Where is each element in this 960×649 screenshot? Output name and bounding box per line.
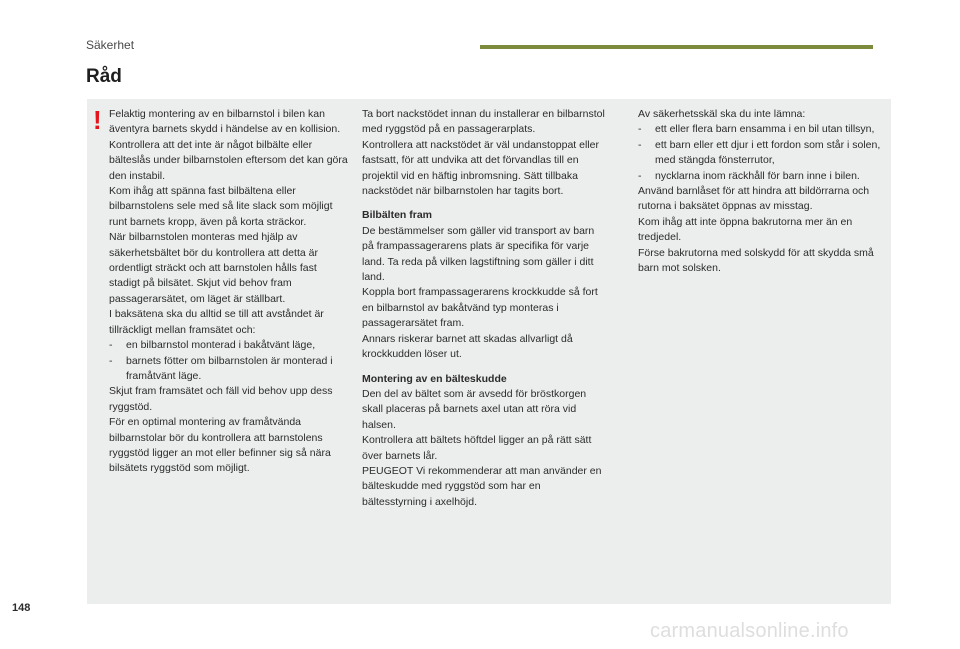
paragraph: Kontrollera att det inte är något bilbälte eller bälteslås under bilbarnstolen eftersom det kan göra den instabil. [109,138,348,182]
list-item [638,122,886,137]
page-title: Råd [86,66,122,87]
section-label: Säkerhet [86,38,135,52]
paragraph: Använd barnlåset för att hindra att bildörrarna och rutorna i baksätet öppnas av misstag. [638,185,870,213]
column-2 [362,107,607,510]
list-dash: - [109,354,113,367]
paragraph: Kom ihåg att inte öppna bakrutorna mer än en tredjedel. [638,215,853,244]
warning-icon: ! [93,105,102,135]
paragraph: Koppla bort frampassagerarens krockkudde så fort en bilbarnstol av bakåtvänd typ monteras i passagerarsätet fram. [362,286,598,330]
paragraph: Den del av bältet som är avsedd för bröstkorgen skall placeras på barnets axel utan att röra vid halsen. [362,387,587,431]
paragraph: Annars riskerar barnet att skadas allvarligt då krockkudden löser ut. [362,332,573,361]
list-item-text: ett eller flera barn ensamma i en bil utan tillsyn, [655,123,875,136]
paragraph: Ta bort nackstödet innan du installerar en bilbarnstol med ryggstöd på en passagerarplats. [362,108,605,136]
paragraph: I baksätena ska du alltid se till att avståndet är tillräckligt mellan framsätet och: [109,308,324,336]
paragraph: Felaktig montering av en bilbarnstol i bilen kan äventyra barnets skydd i händelse av en kollision. [109,108,341,136]
list-item-text: nycklarna inom räckhåll för barn inne i bilen. [655,169,860,182]
column-1 [109,107,349,477]
list-item-text: ett barn eller ett djur i ett fordon som står i solen, med stängda fönsterrutor, [655,138,881,167]
list-item [638,169,886,184]
paragraph: När bilbarnstolen monteras med hjälp av säkerhetsbältet bör du kontrollera att detta är ordentligt sträckt och att barnstolen hålls fast stadigt på bilsätet. Skjut vid behov fram passagerarsätet, om läget är ställbart. [109,231,318,305]
paragraph: PEUGEOT Vi rekommenderar att man använder en bälteskudde med ryggstöd som har en bältesstyrning i axelhöjd. [362,464,602,508]
header-accent-bar [480,45,873,49]
subheading-booster-cushion: Montering av en bälteskudde [362,372,507,385]
list-dash: - [109,339,113,352]
list-dash: - [638,123,642,136]
paragraph: Kontrollera att nackstödet är väl undanstoppat eller fastsatt, för att undvika att det förvandlas till en projektil vid en häftig inbromsning. Sätt tillbaka nackstödet när bilbarnstolen har tagits bort. [362,138,599,198]
list-item-text: en bilbarnstol monterad i bakåtvänt läge, [126,339,316,352]
paragraph: De bestämmelser som gäller vid transport av barn på frampassagerarens plats är specifika för varje land. Ta reda på vilken lagstiftning som gäller i ditt land. [362,224,595,284]
list-item [109,354,349,385]
paragraph: För en optimal montering av framåtvända bilbarnstolar bör du kontrollera att barnstolens ryggstöd ligger an mot eller befinner sig så nära bilsätets ryggstöd som möjligt. [109,416,331,475]
paragraph: Kom ihåg att spänna fast bilbältena eller bilbarnstolens sele med så lite slack som möjligt runt barnets kropp, även på korta sträckor. [109,185,333,228]
list-item-text: barnets fötter om bilbarnstolen är monterad i framåtvänt läge. [126,354,333,382]
column-3 [638,107,886,276]
paragraph: Förse bakrutorna med solskydd för att skydda små barn mot solsken. [638,246,874,275]
list-item [638,138,886,169]
list-dash: - [638,169,642,182]
list-dash: - [638,138,642,151]
watermark: carmanualsonline.info [650,620,849,642]
list-item [109,338,349,353]
subheading-front-seatbelts: Bilbälten fram [362,209,433,222]
paragraph: Av säkerhetsskäl ska du inte lämna: [638,108,806,120]
paragraph: Kontrollera att bältets höftdel ligger an på rätt sätt över barnets lår. [362,434,592,462]
paragraph: Skjut fram framsätet och fäll vid behov upp dess ryggstöd. [109,385,333,413]
page-number: 148 [12,602,31,614]
